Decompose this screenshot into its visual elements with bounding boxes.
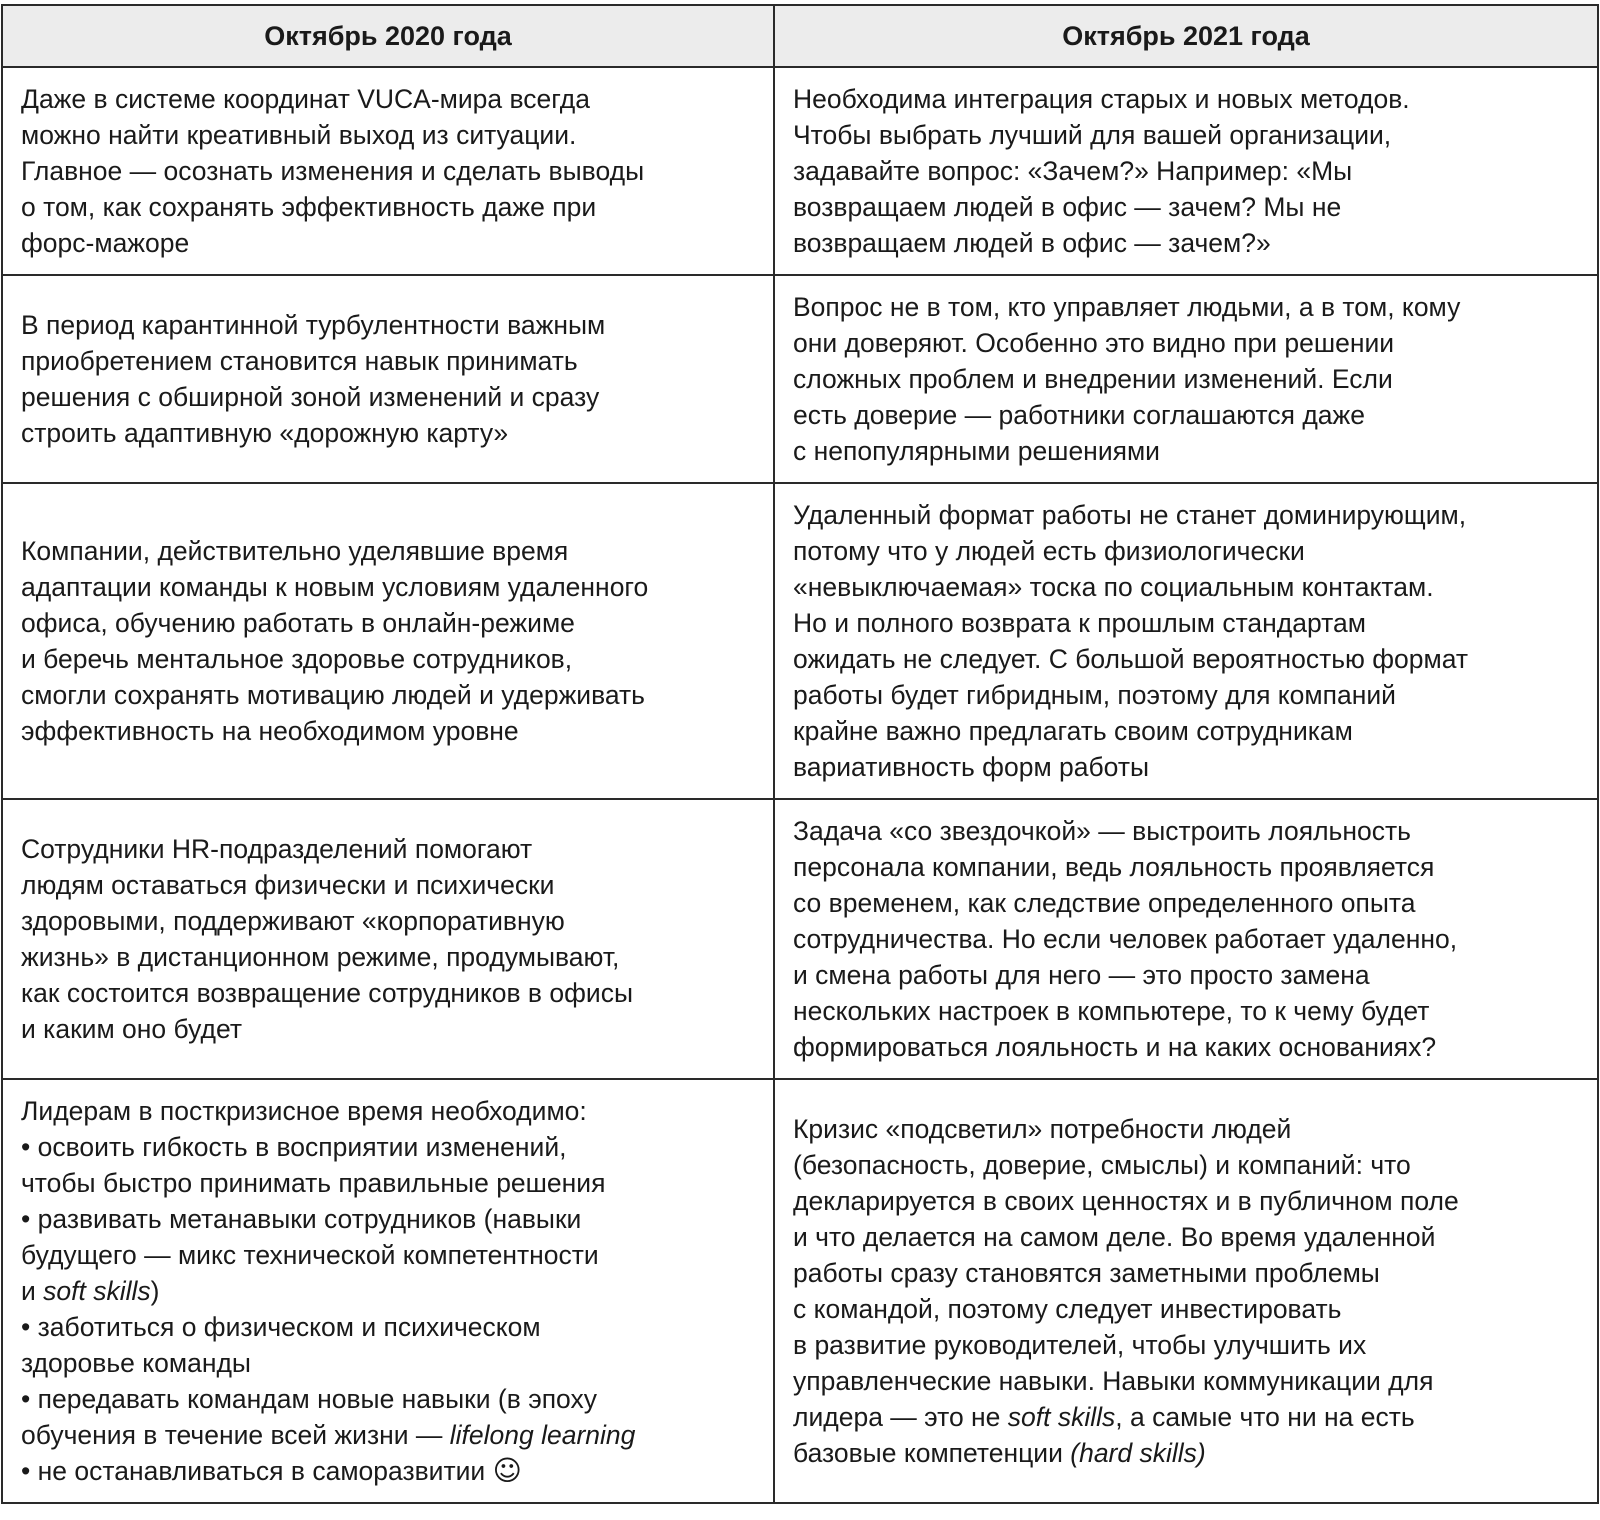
bullet-item (21, 1201, 755, 1309)
header-oct-2020: Октябрь 2020 года (2, 5, 774, 67)
comparison-table (1, 4, 1599, 1504)
table-row (2, 67, 1598, 275)
cell-2020-leaders (2, 1079, 774, 1503)
table-row (2, 483, 1598, 799)
bullet-item (21, 1453, 755, 1489)
bullet-italic: lifelong learning (449, 1420, 636, 1450)
cell-2020: В период карантинной турбулентности важным приобретением становится навык принимать решения с обширной зоной изменений и сразу строить адаптивную «дорожную карту» (2, 275, 774, 483)
cell-2021: Задача «со звездочкой» — выстроить лояльность персонала компании, ведь лояльность проявляется со временем, как следствие определенного опыта сотрудничества. Но если человек работает удаленно, и смена работы для него — это просто замена нескольких настроек в компьютере, то к чему будет формироваться лояльность и на каких основаниях? (774, 799, 1598, 1079)
bullet-item: • заботиться о физическом и психическом здоровье команды (21, 1312, 541, 1378)
cell-2021: Необходима интеграция старых и новых методов. Чтобы выбрать лучший для вашей организации, задавайте вопрос: «Зачем?» Например: «Мы возвращаем людей в офис — зачем? Мы не возвращаем людей в офис — зачем?» (774, 67, 1598, 275)
smiley-icon: ☺ (492, 1454, 522, 1487)
cell-2020: Компании, действительно уделявшие время адаптации команды к новым условиям удаленного офиса, обучению работать в онлайн-режиме и беречь ментальное здоровье сотрудников, смогли сохранять мотивацию людей и удерживать эффективность на необходимом уровне (2, 483, 774, 799)
bullet-text: • передавать командам новые навыки (в эпоху обучения в течение всей жизни — (21, 1384, 597, 1450)
leaders-intro: Лидерам в посткризисное время необходимо: (21, 1096, 587, 1126)
bullet-text: • развивать метанавыки сотрудников (навыки будущего — микс технической компетентности и (21, 1204, 599, 1306)
bullet-item: • освоить гибкость в восприятии изменений, чтобы быстро принимать правильные решения (21, 1132, 606, 1198)
header-row (2, 5, 1598, 67)
header-oct-2021: Октябрь 2021 года (774, 5, 1598, 67)
table-row (2, 1079, 1598, 1503)
table-row (2, 799, 1598, 1079)
crisis-text: Кризис «подсветил» потребности людей (безопасность, доверие, смыслы) и компаний: что декларируется в своих ценностях и в публичном поле и что делается на самом деле. Во время удаленной работы сразу становятся заметными проблемы с командой, поэтому следует инвестировать в развитие руководителей, чтобы улучшить их управленческие навыки. Навыки коммуникации для лидера — это не (793, 1114, 1459, 1432)
bullet-item (21, 1381, 755, 1453)
cell-2021-crisis (774, 1079, 1598, 1503)
bullet-text: • не останавливаться в саморазвитии (21, 1456, 493, 1486)
crisis-italic: soft skills (1007, 1402, 1116, 1432)
cell-2020: Сотрудники HR-подразделений помогают людям оставаться физически и психически здоровыми, поддерживают «корпоративную жизнь» в дистанционном режиме, продумывают, как состоится возвращение сотрудников в офисы и каким оно будет (2, 799, 774, 1079)
bullet-italic: soft skills (43, 1276, 151, 1306)
cell-2020: Даже в системе координат VUCA-мира всегда можно найти креативный выход из ситуации. Главное — осознать изменения и сделать выводы о том, как сохранять эффективность даже при форс-мажоре (2, 67, 774, 275)
bullet-text: ) (150, 1276, 160, 1306)
crisis-italic: (hard skills) (1070, 1438, 1206, 1468)
cell-2021: Вопрос не в том, кто управляет людьми, а в том, кому они доверяют. Особенно это видно при решении сложных проблем и внедрении изменений. Если есть доверие — работники соглашаются даже с непопулярными решениями (774, 275, 1598, 483)
table-row (2, 275, 1598, 483)
crisis-text: , а самые что ни на есть базовые компетенции (793, 1402, 1415, 1468)
cell-2021: Удаленный формат работы не станет доминирующим, потому что у людей есть физиологически «невыключаемая» тоска по социальным контактам. Но и полного возврата к прошлым стандартам ожидать не следует. С большой вероятностью формат работы будет гибридным, поэтому для компаний крайне важно предлагать своим сотрудникам вариативность форм работы (774, 483, 1598, 799)
